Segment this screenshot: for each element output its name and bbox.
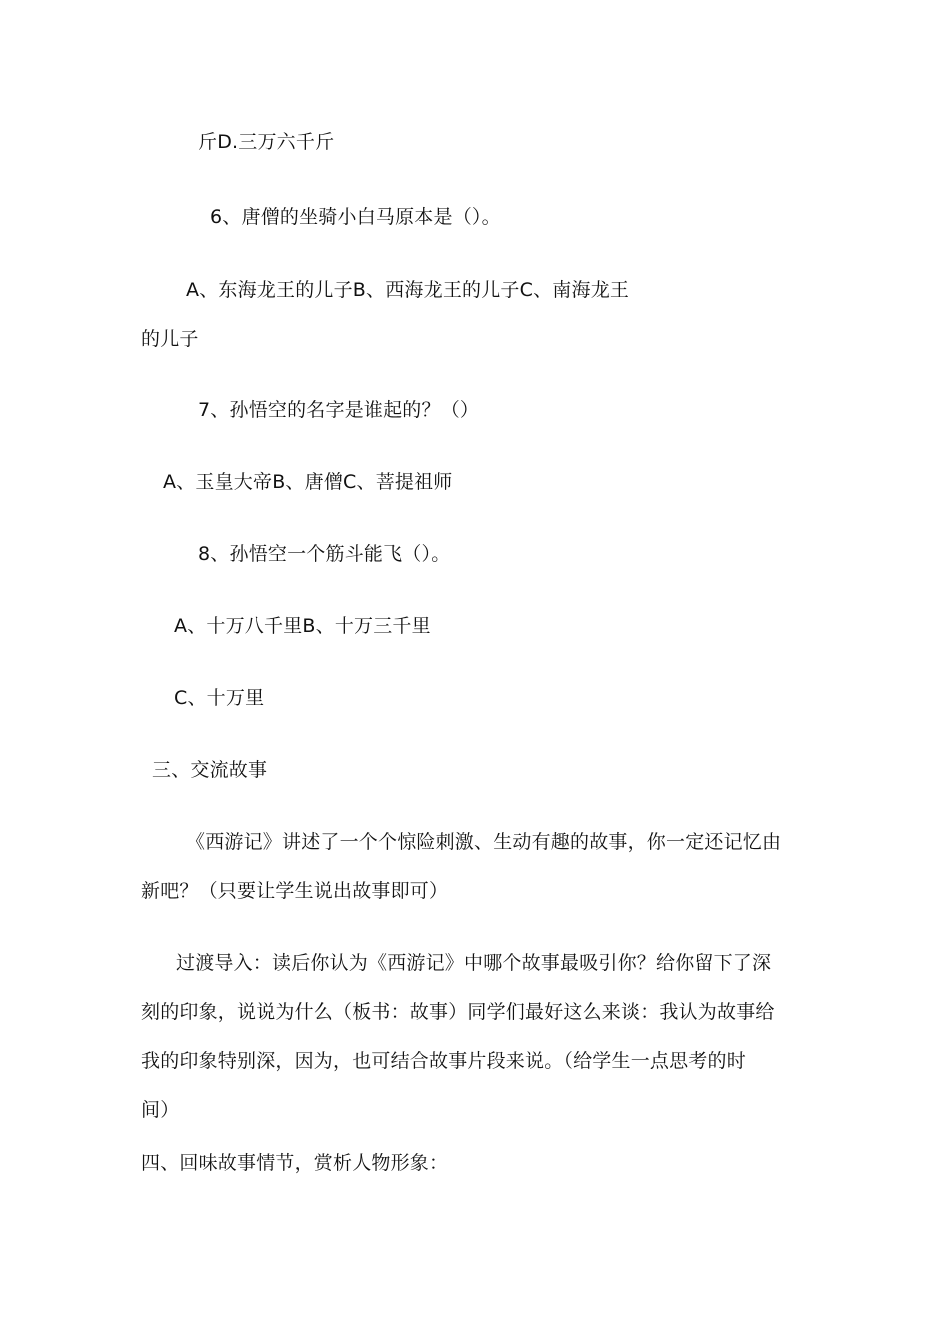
question-7-options: A、玉皇大帝B、唐僧C、菩提祖师 xyxy=(163,471,453,493)
section-heading-3: 三、交流故事 xyxy=(152,759,268,781)
question-8: 8、孙悟空一个筋斗能飞（）。 xyxy=(198,543,451,565)
paragraph-line: 《西游记》讲述了一个个惊险刺激、生动有趣的故事，你一定还记忆由 xyxy=(186,831,782,853)
paragraph-line: 刻的印象，说说为什么（板书：故事）同学们最好这么来谈：我认为故事给 xyxy=(141,1001,775,1023)
paragraph-line: 我的印象特别深，因为，也可结合故事片段来说。（给学生一点思考的时 xyxy=(141,1050,746,1072)
question-6: 6、唐僧的坐骑小白马原本是（）。 xyxy=(210,206,501,228)
text-line: 斤D.三万六千斤 xyxy=(198,131,335,153)
paragraph-line: 新吧？（只要让学生说出故事即可） xyxy=(141,880,449,902)
question-8-options: A、十万八千里B、十万三千里 xyxy=(174,615,431,637)
question-8-option-c: C、十万里 xyxy=(174,687,265,709)
question-6-options-cont: 的儿子 xyxy=(141,328,199,350)
paragraph-line: 间） xyxy=(141,1099,180,1121)
paragraph-line: 过渡导入：读后你认为《西游记》中哪个故事最吸引你？给你留下了深 xyxy=(176,952,772,974)
question-7: 7、孙悟空的名字是谁起的？（） xyxy=(198,399,480,421)
question-6-options: A、东海龙王的儿子B、西海龙王的儿子C、南海龙王 xyxy=(186,279,630,301)
section-heading-4: 四、回味故事情节，赏析人物形象： xyxy=(141,1152,449,1174)
